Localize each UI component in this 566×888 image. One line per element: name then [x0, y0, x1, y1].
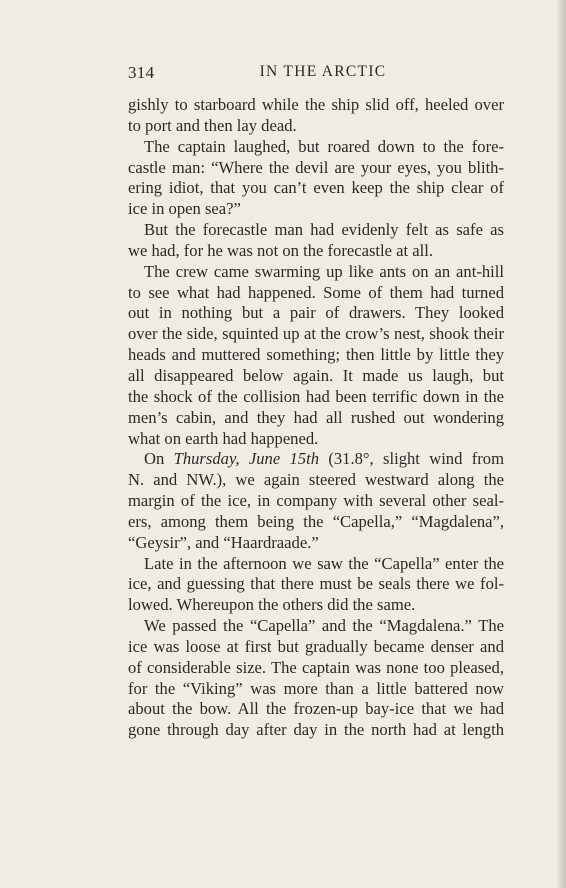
text-line: we had, for he was not on the forecastle at all. — [128, 240, 434, 260]
text-line: men’s cabin, and they had all rushed out wondering — [128, 407, 504, 427]
page-number: 314 — [128, 63, 155, 82]
text-line: The captain laughed, but roared down to the fore- — [144, 136, 504, 156]
text-line: ers, among them being the “Capella,” “Magdalena”, — [128, 511, 504, 531]
text-line: what on earth had happened. — [128, 428, 319, 448]
text-line: all disappeared below again. It made us laugh, but — [128, 365, 504, 385]
text-line: for the “Viking” was more than a little battered now — [128, 678, 504, 698]
text-line: We passed the “Capella” and the “Magdalena.” The — [144, 616, 504, 636]
text-line: to port and then lay dead. — [128, 115, 297, 135]
text-line: castle man: “Where the devil are your eyes, you blith- — [128, 157, 504, 177]
text-line: to see what had happened. Some of them had turned — [128, 282, 504, 302]
text-line: ice, and guessing that there must be seals there we fol- — [128, 574, 504, 594]
text-line: “Geysir”, and “Haardraade.” — [128, 532, 319, 552]
text-line: out in nothing but a pair of drawers. They looked — [128, 303, 504, 323]
text-line: lowed. Whereupon the others did the same. — [128, 595, 416, 615]
text-line: ering idiot, that you can’t even keep the ship clear of — [128, 178, 504, 198]
text-line — [128, 449, 504, 470]
text-line: But the forecastle man had evidenly felt as safe as — [144, 220, 504, 240]
text-line: gone through day after day in the north had at length — [128, 720, 504, 740]
text-line: Late in the afternoon we saw the “Capella” enter the — [144, 553, 504, 573]
text-line: heads and muttered something; then little by little they — [128, 345, 504, 365]
text-line: gishly to starboard while the ship slid off, heeled over — [128, 95, 504, 114]
text-line: the shock of the collision had been terrific down in the — [128, 386, 504, 406]
text-line: N. and NW.), we again steered westward along the — [128, 470, 504, 490]
text-line: The crew came swarming up like ants on an ant-hill — [144, 261, 504, 281]
text-segment: On — [144, 449, 174, 469]
body-text — [128, 95, 504, 741]
text-line: margin of the ice, in company with several other seal- — [128, 491, 504, 511]
running-head: IN THE ARCTIC — [259, 63, 387, 80]
text-line: about the bow. All the frozen-up bay-ice that we had — [128, 699, 504, 719]
italic-date: Thursday, June 15th — [173, 449, 320, 469]
text-line: of considerable size. The captain was none too pleased, — [128, 657, 504, 677]
text-line: ice in open sea?” — [128, 199, 241, 219]
text-segment: (31.8°, slight wind from — [319, 449, 504, 469]
text-line: ice was loose at first but gradually became denser and — [128, 636, 504, 656]
page-header — [128, 63, 504, 85]
page-edge-shadow — [556, 0, 566, 888]
text-line: over the side, squinted up at the crow’s nest, shook their — [128, 324, 504, 344]
